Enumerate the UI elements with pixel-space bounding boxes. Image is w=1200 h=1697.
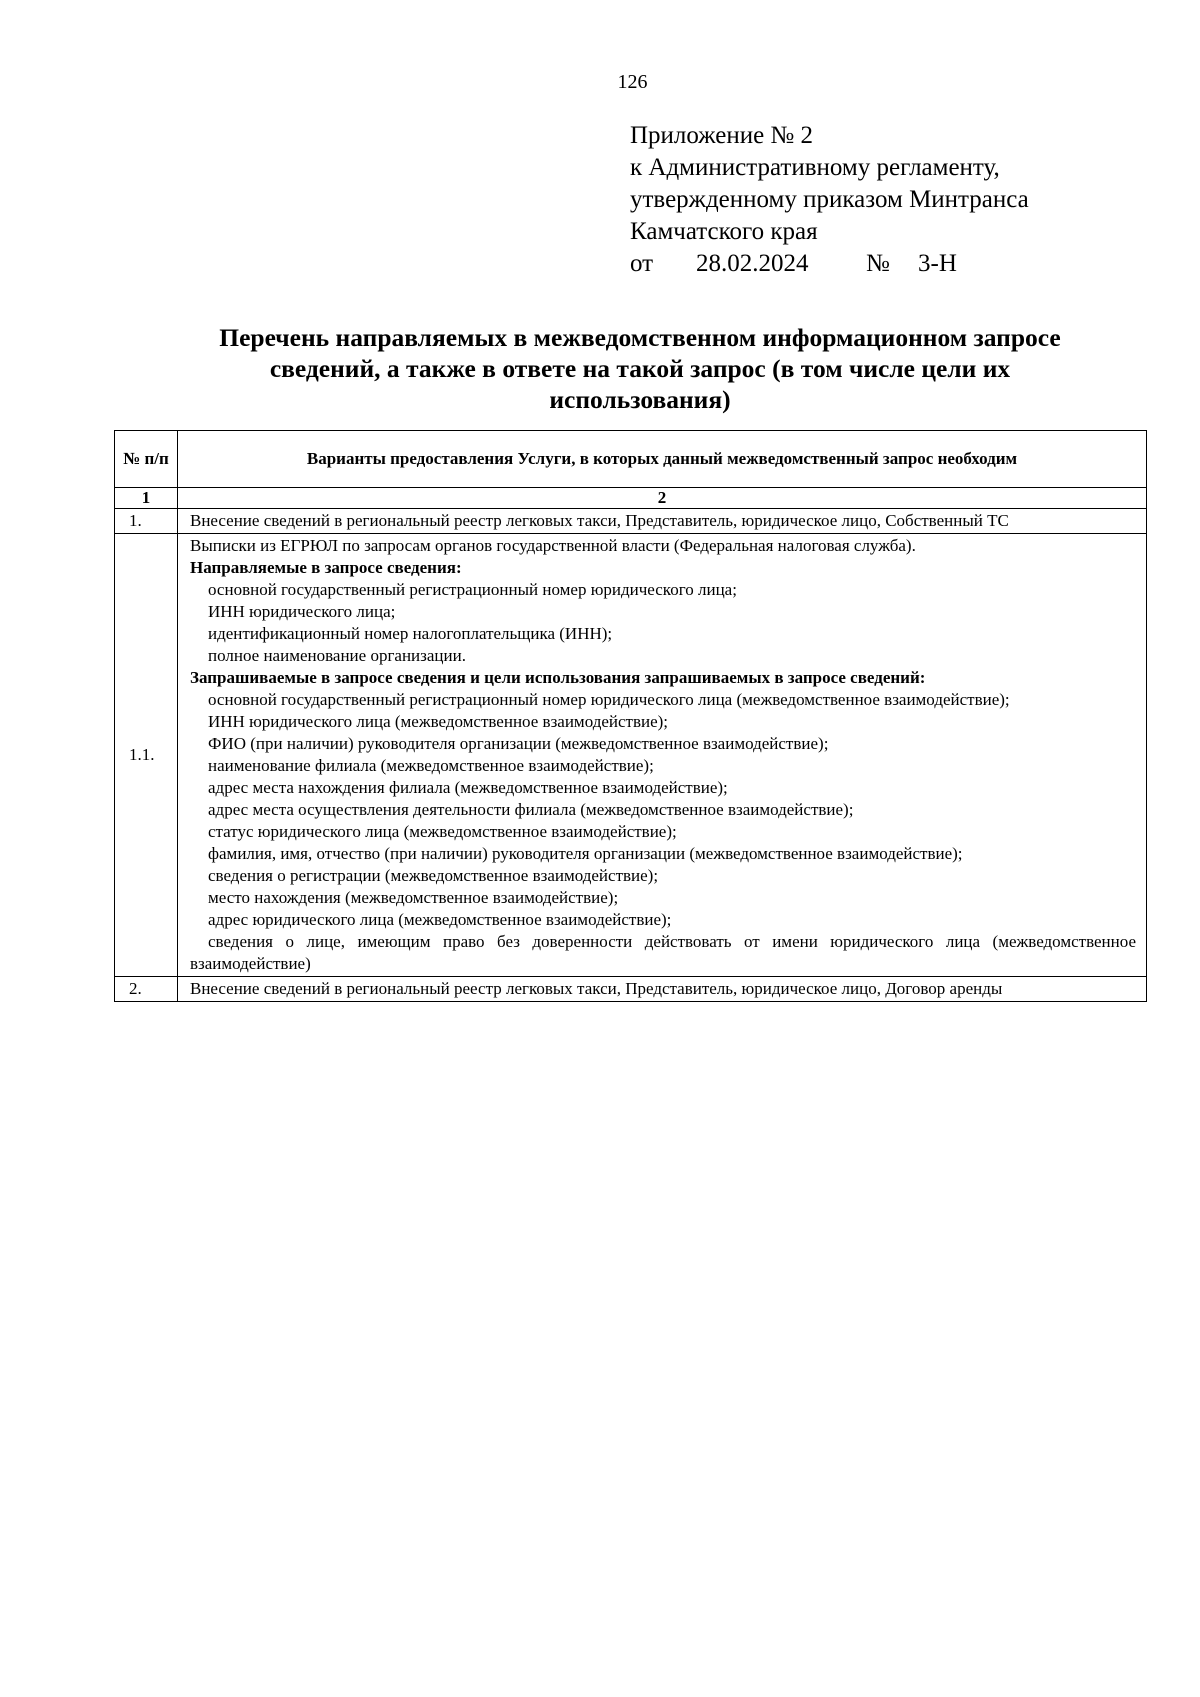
list-item: наименование филиала (межведомственное взаимодействие);	[208, 756, 654, 775]
table-header-row	[115, 431, 1147, 488]
list-item: фамилия, имя, отчество (при наличии) руководителя организации (межведомственное взаимодействие);	[208, 844, 963, 863]
order-date: 28.02.2024	[696, 250, 809, 277]
approval-date-line	[630, 248, 1029, 280]
page-number: 126	[617, 71, 648, 93]
column-number-2: 2	[178, 488, 1147, 509]
approval-line-appendix: Приложение № 2	[630, 122, 814, 149]
list-item: ИНН юридического лица;	[208, 602, 396, 621]
title-line-2: сведений, а также в ответе на такой запрос (в том числе цели их	[269, 354, 1011, 383]
approval-line-region: Камчатского края	[630, 218, 818, 245]
title-line-1: Перечень направляемых в межведомственном информационном запросе	[219, 323, 1061, 352]
list-item: место нахождения (межведомственное взаимодействие);	[208, 888, 619, 907]
table-row	[115, 509, 1147, 534]
list-item: сведения о регистрации (межведомственное взаимодействие);	[208, 866, 659, 885]
list-item: основной государственный регистрационный номер юридического лица;	[208, 580, 737, 599]
header-number-cell: № п/п	[115, 431, 178, 488]
approval-line-order: утвержденному приказом Минтранса	[630, 186, 1029, 213]
date-prefix: от	[630, 250, 654, 277]
requested-data-heading: Запрашиваемые в запросе сведения и цели использования запрашиваемых в запросе сведений:	[190, 668, 926, 687]
table-row	[115, 977, 1147, 1002]
table-row	[115, 534, 1147, 977]
list-item: основной государственный регистрационный номер юридического лица (межведомственное взаимодействие);	[208, 690, 1010, 709]
row-number: 1.	[115, 509, 178, 534]
row-text: Внесение сведений в региональный реестр легковых такси, Представитель, юридическое лицо, Собственный ТС	[178, 509, 1147, 534]
column-numbers-row	[115, 488, 1147, 509]
list-item: статус юридического лица (межведомственное взаимодействие);	[208, 822, 677, 841]
requests-table	[114, 430, 1147, 1002]
list-item: сведения о лице, имеющим право без доверенности действовать от имени юридического лица (межведомственное взаимодействие)	[190, 932, 1136, 973]
request-intro: Выписки из ЕГРЮЛ по запросам органов государственной власти (Федеральная налоговая служба).	[190, 536, 916, 555]
list-item: адрес места осуществления деятельности филиала (межведомственное взаимодействие);	[208, 800, 854, 819]
header-variants-cell: Варианты предоставления Услуги, в которых данный межведомственный запрос необходим	[178, 431, 1147, 488]
title-line-3: использования)	[549, 385, 731, 414]
column-number-1: 1	[115, 488, 178, 509]
list-item: идентификационный номер налогоплательщика (ИНН);	[208, 624, 613, 643]
row-number: 1.1.	[115, 534, 178, 977]
approval-line-regulation: к Административному регламенту,	[630, 154, 1000, 181]
order-number: 3-Н	[918, 250, 957, 277]
document-title	[140, 322, 1140, 415]
list-item: ИНН юридического лица (межведомственное взаимодействие);	[208, 712, 669, 731]
approval-block	[630, 120, 1029, 280]
list-item: адрес юридического лица (межведомственное взаимодействие);	[208, 910, 672, 929]
row-number: 2.	[115, 977, 178, 1002]
row-details	[178, 534, 1147, 977]
sent-data-heading: Направляемые в запросе сведения:	[190, 558, 462, 577]
number-sign: №	[866, 250, 890, 277]
list-item: адрес места нахождения филиала (межведомственное взаимодействие);	[208, 778, 728, 797]
row-text: Внесение сведений в региональный реестр легковых такси, Представитель, юридическое лицо, Договор аренды	[178, 977, 1147, 1002]
list-item: полное наименование организации.	[208, 646, 466, 665]
list-item: ФИО (при наличии) руководителя организации (межведомственное взаимодействие);	[208, 734, 829, 753]
